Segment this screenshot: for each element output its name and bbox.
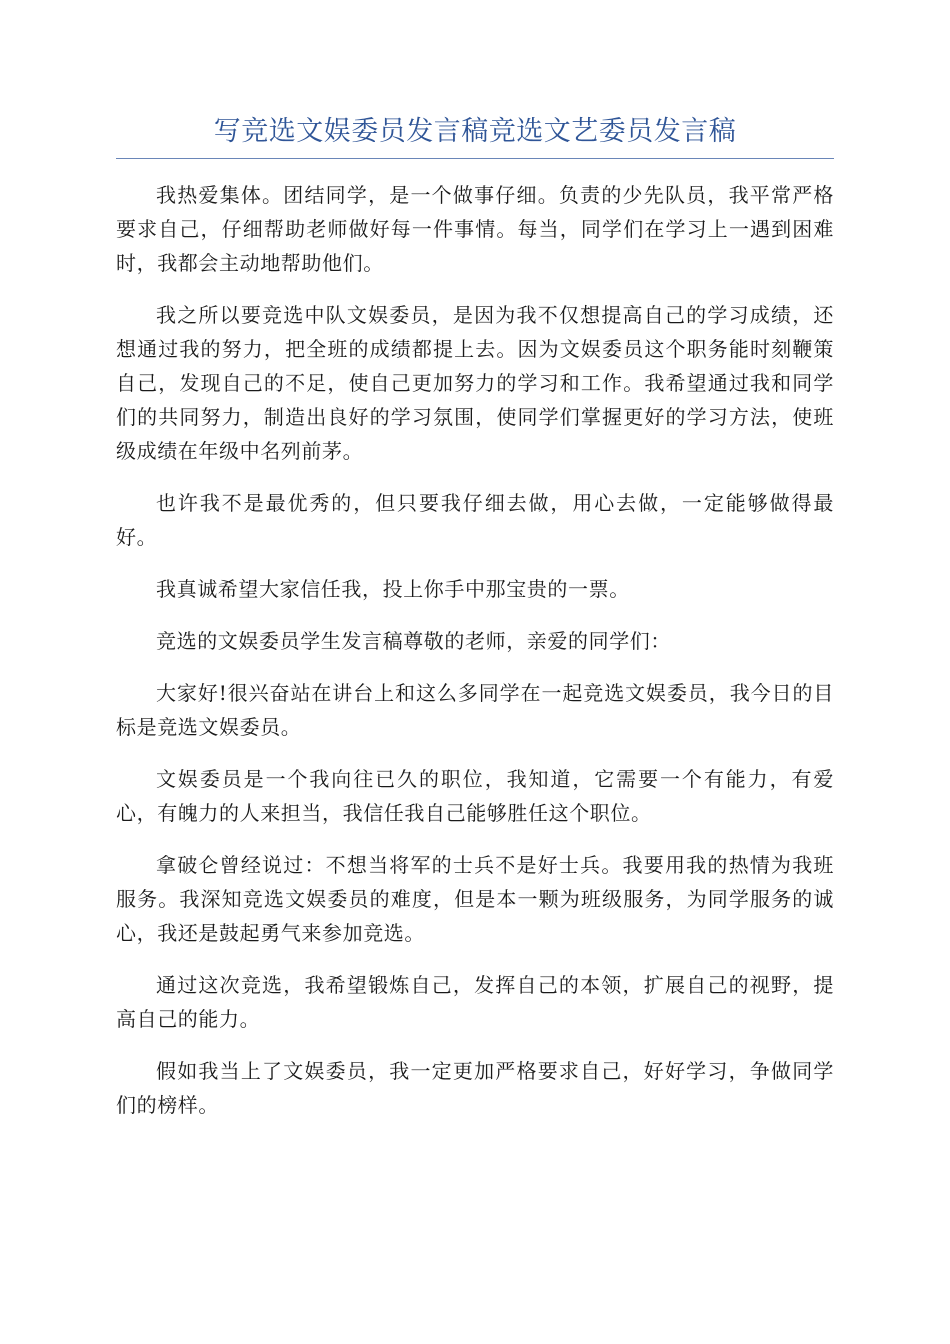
paragraph: 通过这次竞选，我希望锻炼自己，发挥自己的本领，扩展自己的视野，提高自己的能力。 [116, 973, 834, 1031]
paragraph: 我热爱集体。团结同学，是一个做事仔细。负责的少先队员，我平常严格要求自己，仔细帮助老师做好每一件事情。每当，同学们在学习上一遇到困难时，我都会主动地帮助他们。 [116, 183, 834, 275]
paragraph: 竞选的文娱委员学生发言稿尊敬的老师，亲爱的同学们： [156, 629, 671, 653]
paragraph: 我之所以要竞选中队文娱委员，是因为我不仅想提高自己的学习成绩，还想通过我的努力，把全班的成绩都提上去。因为文娱委员这个职务能时刻鞭策自己，发现自己的不足，使自己更加努力的学习和工作。我希望通过我和同学们的共同努力，制造出良好的学习氛围，使同学们掌握更好的学习方法，使班级成绩在年级中名列前茅。 [116, 303, 834, 463]
document-body [116, 178, 834, 1140]
page-title: 写竞选文娱委员发言稿竞选文艺委员发言稿 [213, 116, 737, 147]
paragraph: 假如我当上了文娱委员，我一定更加严格要求自己，好好学习，争做同学们的榜样。 [116, 1059, 834, 1117]
paragraph: 文娱委员是一个我向往已久的职位，我知道，它需要一个有能力，有爱心，有魄力的人来担当，我信任我自己能够胜任这个职位。 [116, 767, 834, 825]
paragraph: 拿破仑曾经说过：不想当将军的士兵不是好士兵。我要用我的热情为我班服务。我深知竞选文娱委员的难度，但是本一颗为班级服务，为同学服务的诚心，我还是鼓起勇气来参加竞选。 [116, 853, 834, 945]
paragraph: 大家好!很兴奋站在讲台上和这么多同学在一起竞选文娱委员，我今日的目标是竞选文娱委员。 [116, 681, 834, 739]
title-block [116, 112, 834, 159]
paragraph: 也许我不是最优秀的，但只要我仔细去做，用心去做，一定能够做得最好。 [116, 491, 834, 549]
paragraph: 我真诚希望大家信任我，投上你手中那宝贵的一票。 [156, 577, 630, 601]
